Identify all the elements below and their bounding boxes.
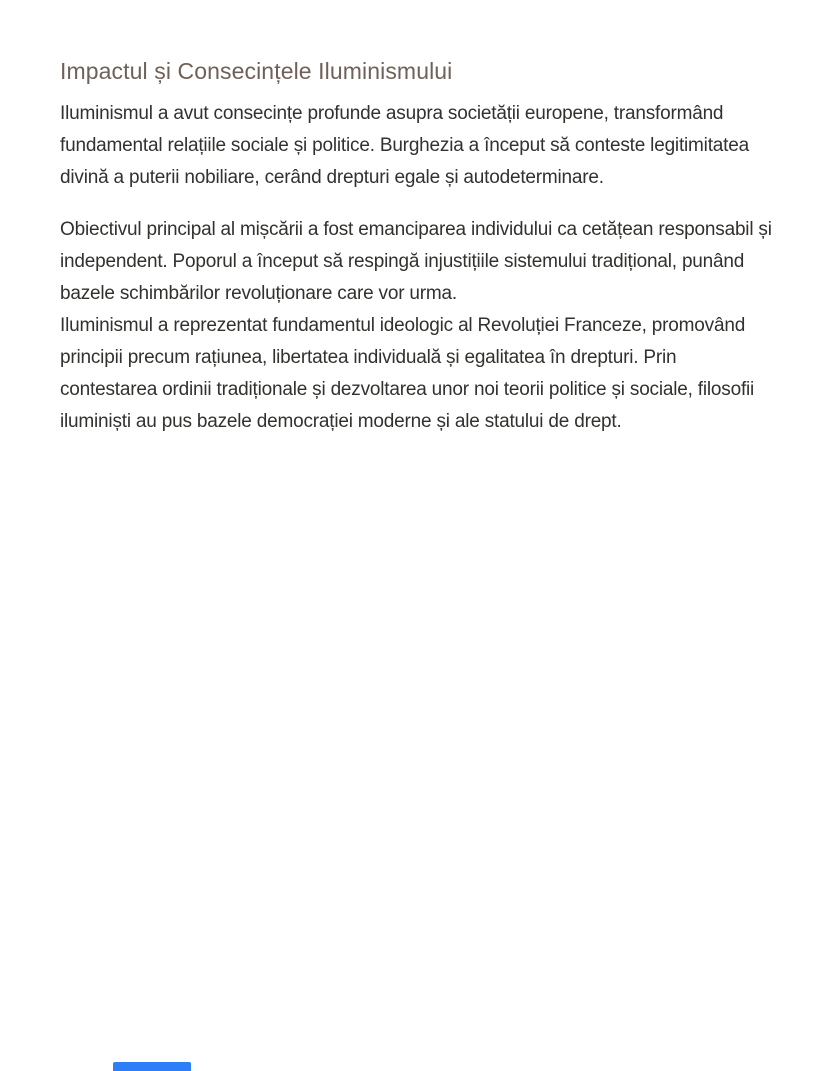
section-heading: Impactul și Consecințele Iluminismului xyxy=(60,58,453,84)
partial-blue-element[interactable] xyxy=(113,1062,191,1071)
paragraph-ideological-foundation: Iluminismul a reprezentat fundamentul ideologic al Revoluției Franceze, promovând principii precum rațiunea, libertatea individuală și egalitatea în drepturi. Prin contestarea ordinii tradiționale și dezvoltarea unor noi teorii politice și sociale, filosofii iluminiști au pus bazele democrației moderne și ale statului de drept. xyxy=(60,315,755,432)
paragraph-consequences: Iluminismul a avut consecințe profunde asupra societății europene, transformând fundamental relațiile sociale și politice. Burghezia a început să conteste legitimitatea divină a puterii nobiliare, cerând drepturi egale și autodeterminare. xyxy=(60,103,749,188)
paragraph-objective: Obiectivul principal al mișcării a fost emanciparea individului ca cetățean responsabil și independent. Poporul a început să respingă injustițiile sistemului tradițional, punând bazele schimbărilor revoluționare care vor urma. xyxy=(60,219,772,304)
document-content xyxy=(60,56,774,438)
